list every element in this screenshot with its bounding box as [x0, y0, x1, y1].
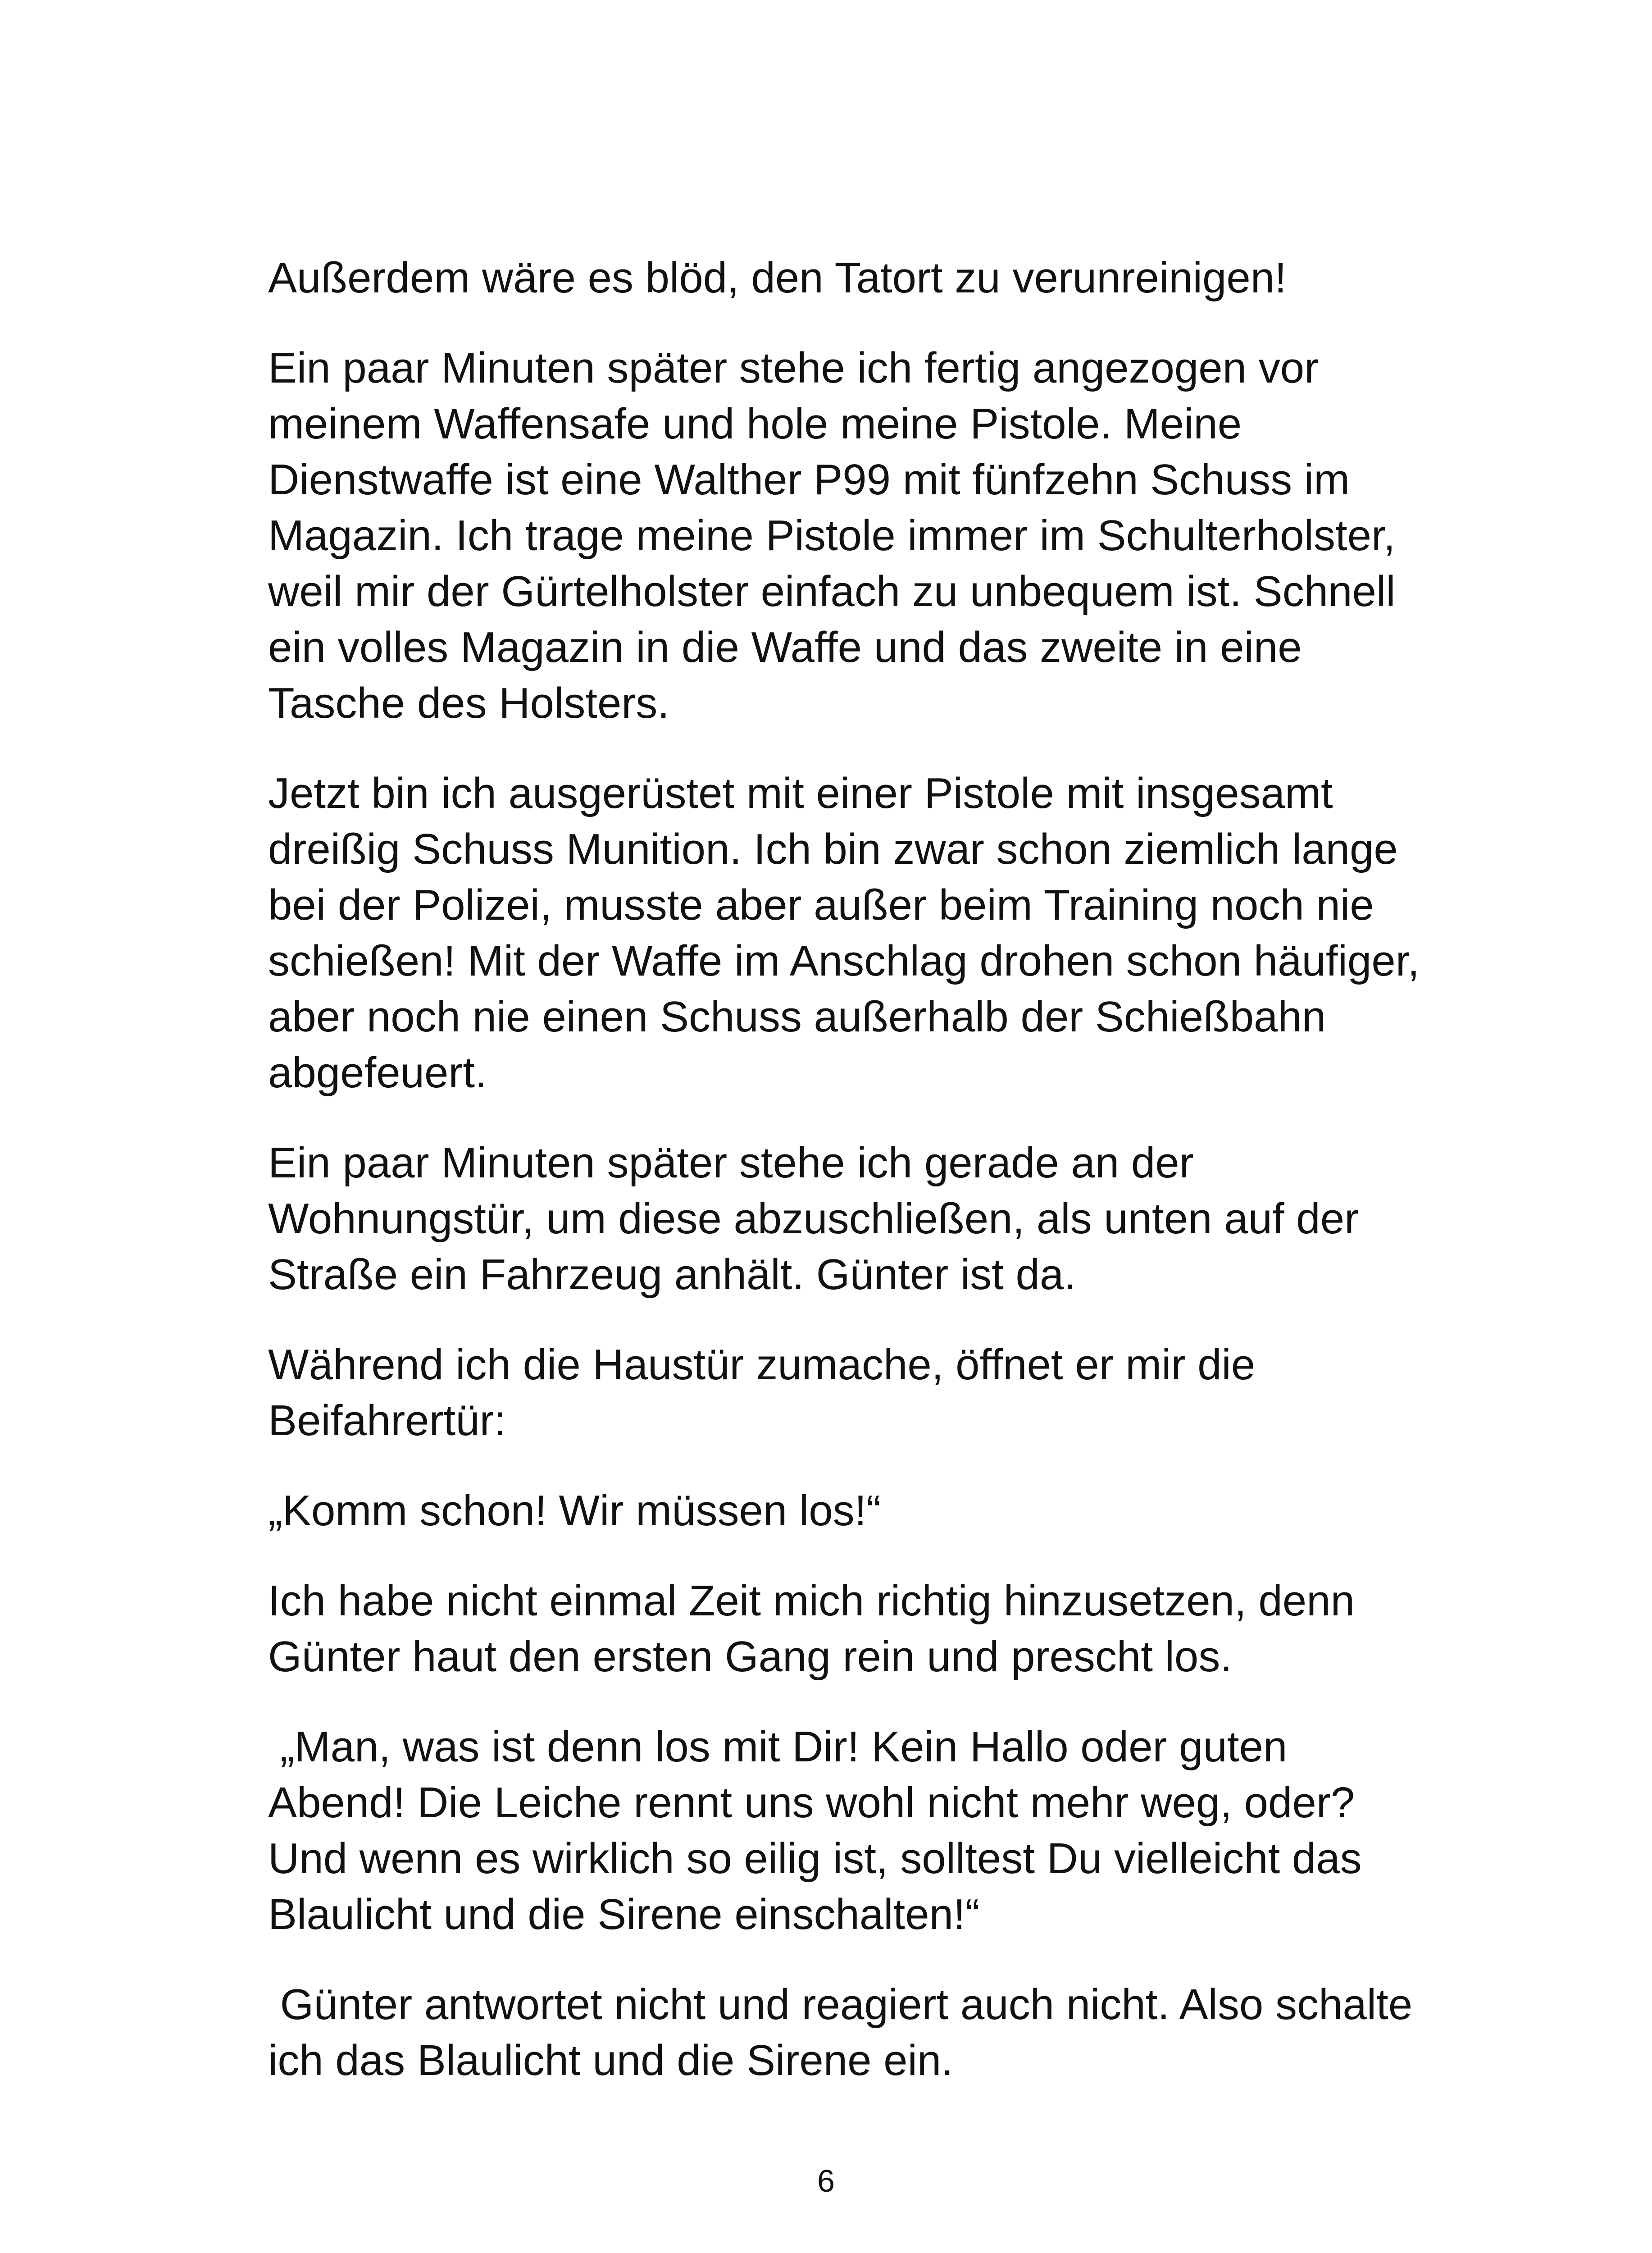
paragraph-1: Außerdem wäre es blöd, den Tatort zu verunreinigen!: [268, 254, 1287, 302]
paragraph-4: Ein paar Minuten später stehe ich gerade an der Wohnungstür, um diese abzuschließen, als unten auf der Straße ein Fahrzeug anhält. Günter ist da.: [268, 1139, 1359, 1299]
page-number: 6: [817, 2163, 835, 2198]
paragraph-9: Günter antwortet nicht und reagiert auch nicht. Also schalte ich das Blaulicht und die Sirene ein.: [268, 1980, 1424, 2084]
paragraph-3: Jetzt bin ich ausgerüstet mit einer Pistole mit insgesamt dreißig Schuss Munition. Ich bin zwar schon ziemlich lange bei der Polizei, musste aber außer beim Training noch nie schießen! Mit der Waffe im Anschlag drohen schon häufiger, aber noch nie einen Schuss außerhalb der Schießbahn abgefeuert.: [268, 769, 1420, 1097]
paragraph-7: Ich habe nicht einmal Zeit mich richtig hinzusetzen, denn Günter haut den ersten Gang rein und prescht los.: [268, 1577, 1355, 1681]
paragraph-8: „Man, was ist denn los mit Dir! Kein Hallo oder guten Abend! Die Leiche rennt uns wohl nicht mehr weg, oder? Und wenn es wirklich so eilig ist, solltest Du vielleicht das Blaulicht und die Sirene einschalten!“: [268, 1723, 1374, 1938]
paragraph-5: Während ich die Haustür zumache, öffnet er mir die Beifahrertür:: [268, 1341, 1256, 1445]
body-text: [268, 250, 1424, 2123]
paragraph-2: Ein paar Minuten später stehe ich fertig angezogen vor meinem Waffensafe und hole meine Pistole. Meine Dienstwaffe ist eine Walther P99 mit fünfzehn Schuss im Magazin. Ich trage meine Pistole immer im Schulterholster, weil mir der Gürtelholster einfach zu unbequem ist. Schnell ein volles Magazin in die Waffe und das zweite in eine Tasche des Holsters.: [268, 344, 1396, 727]
paragraph-6: „Komm schon! Wir müssen los!“: [268, 1487, 881, 1535]
